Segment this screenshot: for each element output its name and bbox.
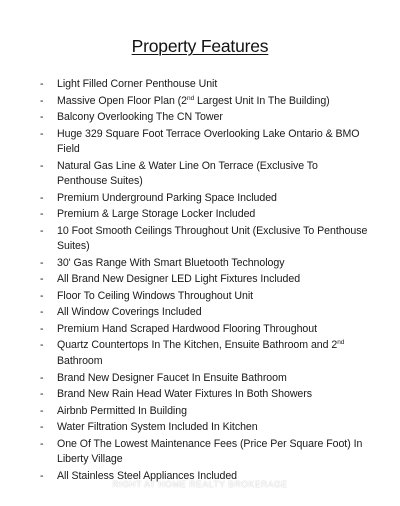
feature-text: Brand New Designer Faucet In Ensuite Bathroom (57, 371, 287, 384)
brokerage-watermark: RIGHT AT HOME REALTY BROKERAGE (112, 479, 288, 489)
feature-text: Premium Underground Parking Space Included (57, 191, 277, 204)
feature-item (40, 420, 370, 436)
feature-item (40, 272, 370, 288)
feature-text: Natural Gas Line & Water Line On Terrace (Exclusive To Penthouse Suites) (57, 159, 318, 188)
bullet-dash: - (40, 273, 44, 286)
bullet-dash: - (40, 388, 44, 401)
features-list (40, 77, 370, 485)
feature-text: 30' Gas Range With Smart Bluetooth Technology (57, 256, 285, 269)
feature-text: All Brand New Designer LED Light Fixtures Included (57, 273, 301, 286)
ordinal-superscript: nd (187, 94, 195, 102)
bullet-dash: - (40, 159, 44, 172)
feature-text: Water Filtration System Included In Kitchen (57, 421, 258, 434)
feature-item (40, 191, 370, 207)
feature-text-start: Quartz Countertops In The Kitchen, Ensuite Bathroom and 2 (57, 339, 338, 352)
feature-item (40, 110, 370, 126)
bullet-dash: - (40, 404, 44, 417)
feature-text: Huge 329 Square Foot Terrace Overlooking Lake Ontario & BMO Field (57, 127, 360, 156)
bullet-dash: - (40, 339, 44, 352)
feature-text: All Stainless Steel Appliances Included (57, 469, 238, 482)
bullet-dash: - (40, 437, 44, 450)
feature-text: Premium Hand Scraped Hardwood Flooring Throughout (57, 322, 317, 335)
feature-text: Airbnb Permitted In Building (57, 404, 187, 417)
feature-text: 10 Foot Smooth Ceilings Throughout Unit (Exclusive To Penthouse Suites) (57, 224, 368, 253)
feature-text (57, 339, 344, 367)
feature-item (40, 77, 370, 93)
bullet-dash: - (40, 78, 44, 90)
feature-item (40, 305, 370, 321)
bullet-dash: - (40, 256, 44, 269)
feature-text: One Of The Lowest Maintenance Fees (Price Per Square Foot) In Liberty Village (57, 437, 363, 466)
feature-text-end: Bathroom (57, 355, 103, 368)
feature-text: All Window Coverings Included (57, 306, 202, 319)
feature-text-start: Massive Open Floor Plan (2 (57, 94, 187, 107)
feature-item (40, 437, 370, 468)
feature-item (40, 289, 370, 305)
feature-item (40, 224, 370, 255)
bullet-dash: - (40, 111, 44, 123)
bullet-dash: - (40, 208, 44, 221)
feature-item (40, 207, 370, 223)
feature-text: Light Filled Corner Penthouse Unit (57, 78, 218, 90)
feature-text: Premium & Large Storage Locker Included (57, 208, 256, 221)
bullet-dash: - (40, 289, 44, 302)
bullet-dash: - (40, 371, 44, 384)
bullet-dash: - (40, 306, 44, 319)
feature-item (40, 338, 370, 369)
feature-item (40, 159, 370, 190)
feature-item (40, 127, 370, 158)
feature-text: Floor To Ceiling Windows Throughout Unit (57, 289, 254, 302)
feature-text-end: Largest Unit In The Building) (194, 94, 330, 107)
feature-text (57, 95, 330, 107)
feature-text: Brand New Rain Head Water Fixtures In Both Showers (57, 388, 312, 401)
bullet-dash: - (40, 191, 44, 204)
ordinal-superscript: nd (337, 339, 345, 347)
bullet-dash: - (40, 94, 44, 107)
feature-item (40, 404, 370, 420)
feature-item (40, 94, 370, 110)
bullet-dash: - (40, 322, 44, 335)
bullet-dash: - (40, 224, 44, 237)
feature-item (40, 322, 370, 338)
bullet-dash: - (40, 421, 44, 434)
feature-item (40, 256, 370, 272)
feature-item (40, 371, 370, 387)
feature-item (40, 387, 370, 403)
page-title: Property Features (131, 36, 269, 56)
bullet-dash: - (40, 469, 44, 482)
feature-text: Balcony Overlooking The CN Tower (57, 111, 223, 123)
bullet-dash: - (40, 127, 44, 140)
